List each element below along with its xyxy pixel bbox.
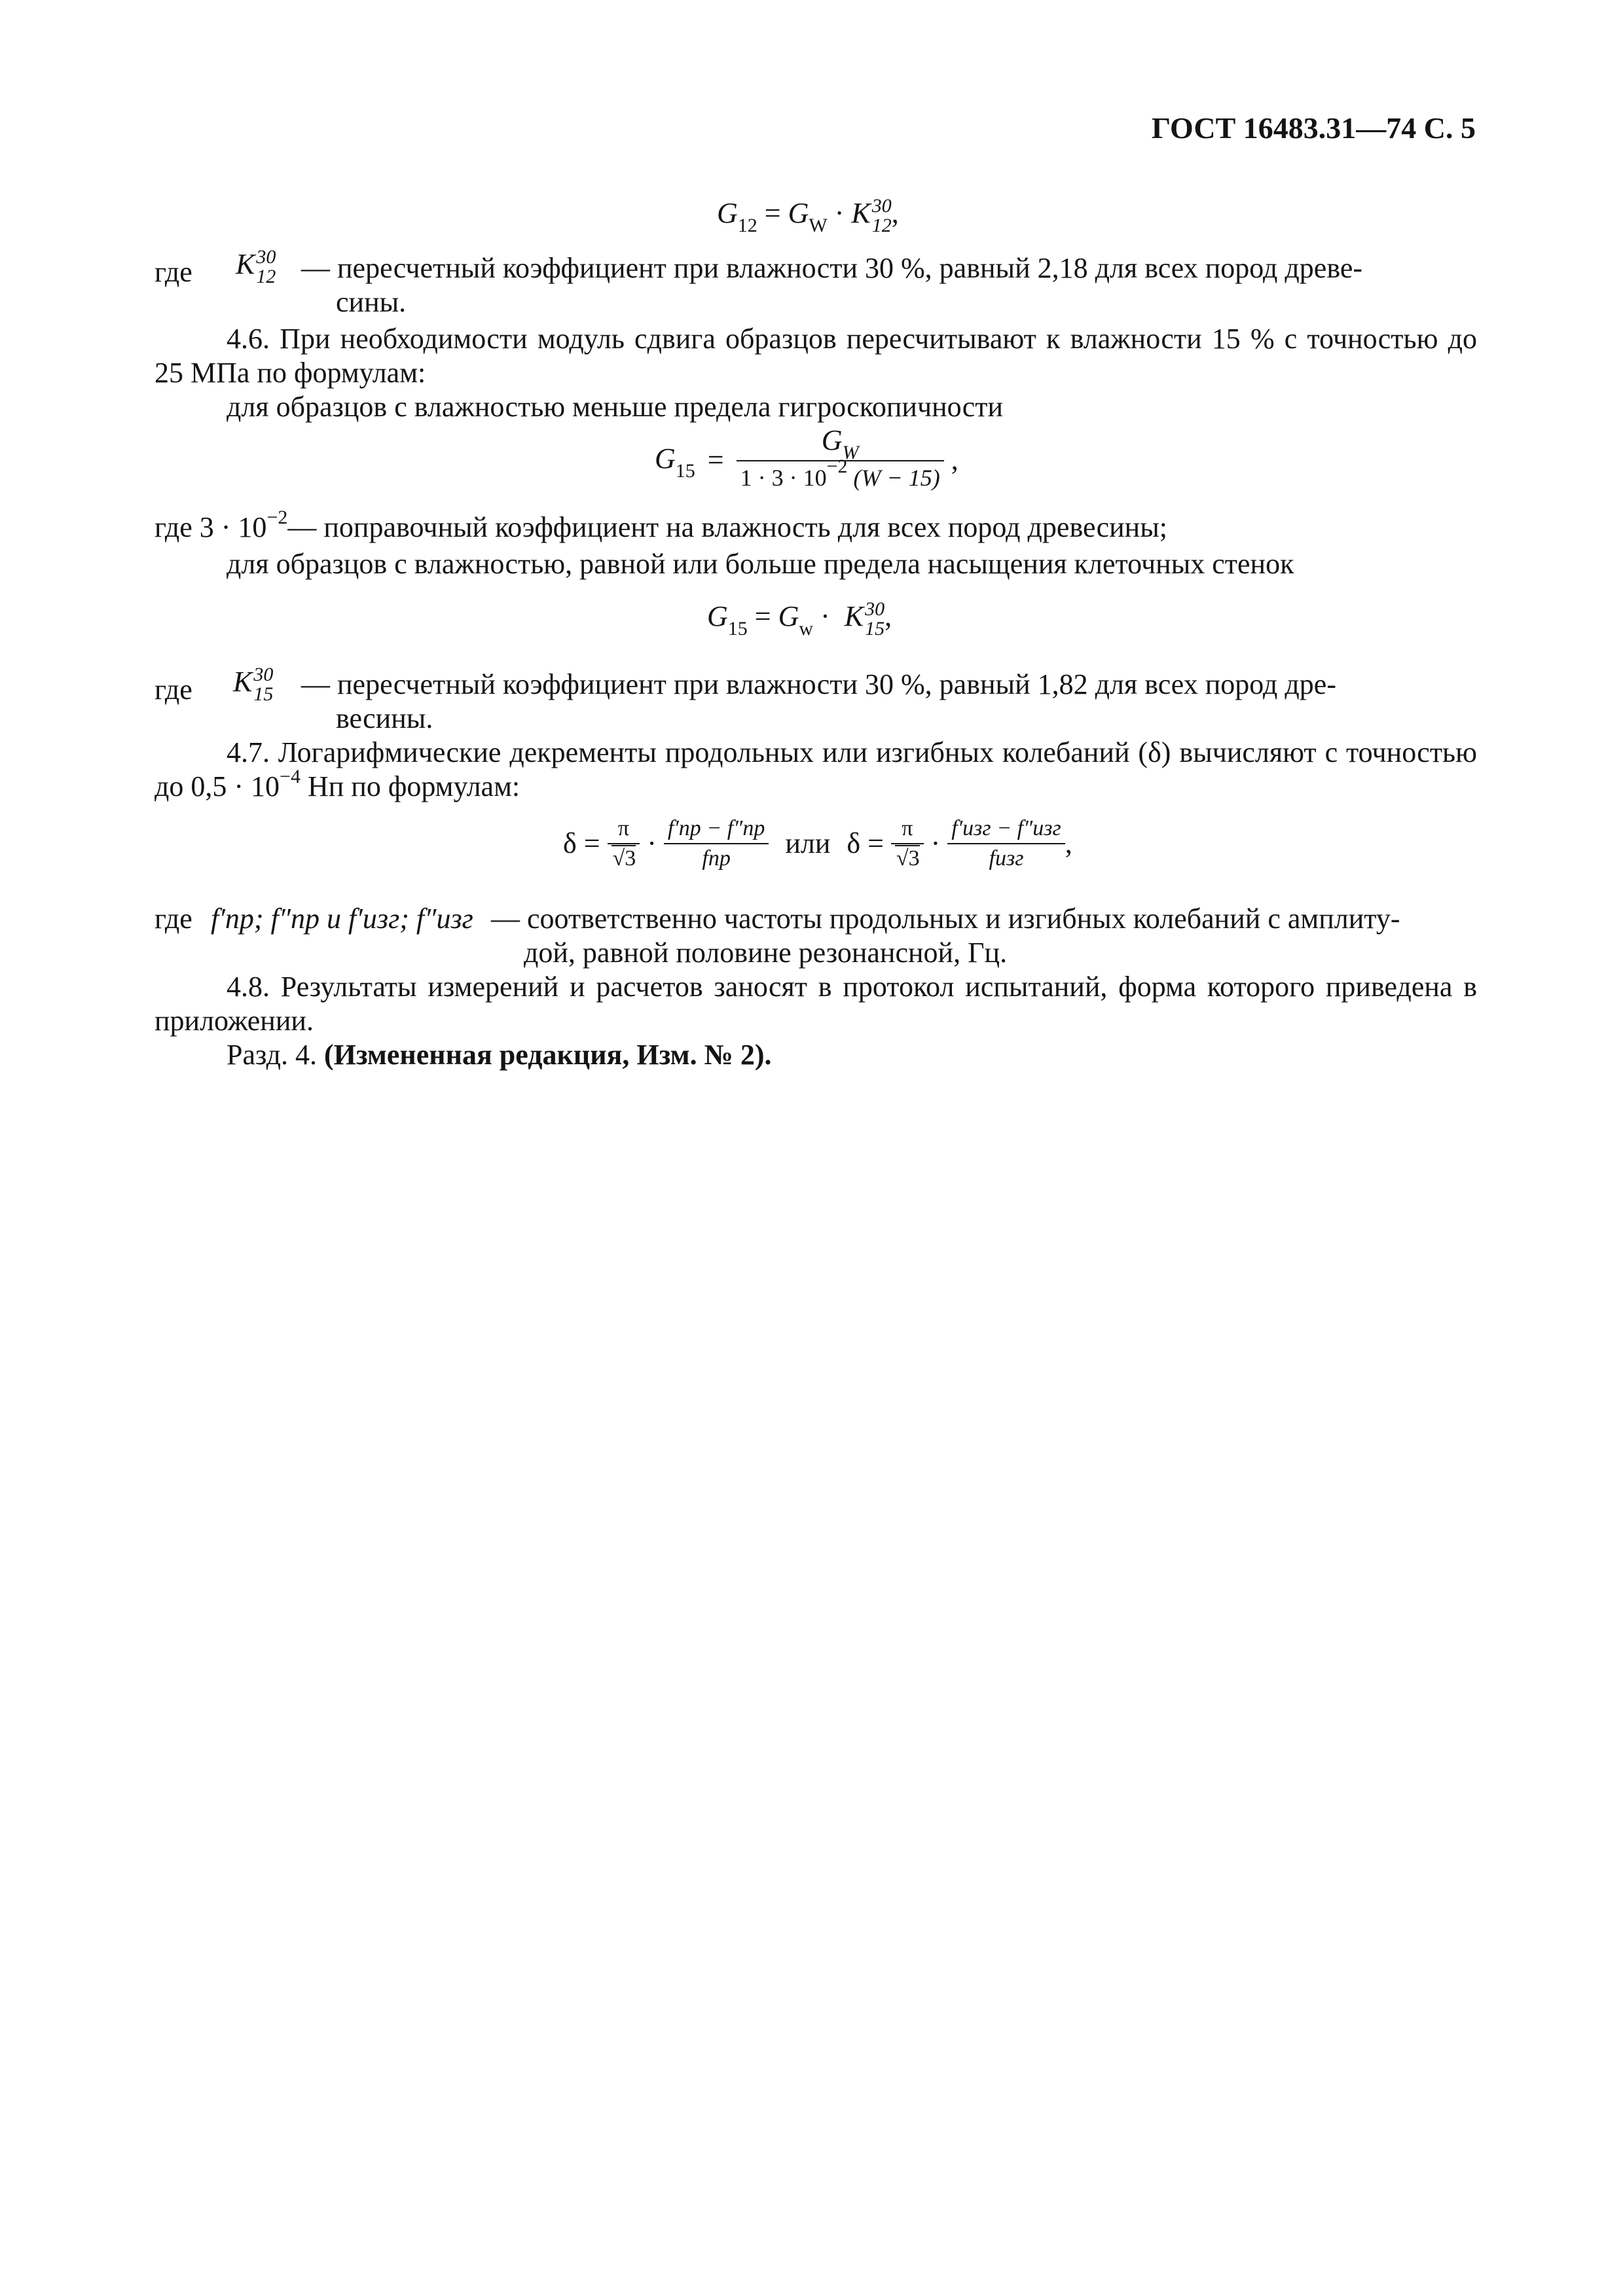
formula-g15-product: $G_{15} = G_w \cdot K$ 30 15 , xyxy=(707,598,892,640)
formula-g12: $G_{12} = G_W \cdot K$ 30 12 , xyxy=(717,195,899,237)
where3-text: — пересчетный коэффициент при влажности 30 %, равный 1,82 для всех пород дре- xyxy=(301,668,1336,700)
paragraph-4-7: 4.7. Логарифмические декременты продольных или изгибных колебаний (δ) вычисляют с точностью до $0,5 \cdot 10^{-4}$ Нп по формулам: xyxy=(155,736,1477,802)
paragraph-4-6-sub2: для образцов с влажностью, равной или больше предела насыщения клеточных стенок xyxy=(227,548,1294,580)
paragraph-4-6-sub1: для образцов с влажностью меньше предела гигроскопичности xyxy=(227,391,1004,423)
where3-label: где xyxy=(155,673,192,706)
page-header: ГОСТ 16483.31—74 С. 5 xyxy=(1151,111,1476,145)
where3-cont: весины. xyxy=(336,702,433,734)
where2-text: где $3 \cdot 10^{-2}—$ поправочный коэффициент на влажность для всех пород древесины; xyxy=(155,507,1167,543)
where1-symbol: K 30 12 xyxy=(236,246,276,287)
paragraph-4-8: 4.8. Результаты измерений и расчетов заносят в протокол испытаний, форма которого приведена в приложении. xyxy=(155,971,1477,1037)
where1-label: где xyxy=(155,256,192,288)
formula-delta: δ = $\frac{\pi}{√3}$ · $\frac{f'пр - f''пр}{\text{fпр}}$ или δ = $\frac{\pi}{√3}$ · $\frac{\text{f′изг − f″изг}}{\text{fизг}}$ , xyxy=(563,816,1072,870)
where4-symbols: f′пр; f″пр и f′изг; f″изг xyxy=(211,903,473,935)
where4-text: — соответственно частоты продольных и изгибных колебаний с амплиту- xyxy=(491,903,1400,935)
formula-g15-fraction: $G_{15}$ = $\frac{G_W}{1 \cdot 3 \cdot 10^{-2} (W - 15)}$ , xyxy=(655,424,958,491)
where1-cont: сины. xyxy=(336,286,407,318)
where4-cont: дой, равной половине резонансной, Гц. xyxy=(524,937,1008,969)
where1-text: — пересчетный коэффициент при влажности 30 %, равный 2,18 для всех пород древе- xyxy=(301,252,1363,284)
paragraph-4-6: 4.6. При необходимости модуль сдвига образцов пересчитывают к влажности 15 % с точностью до 25 МПа по формулам: xyxy=(155,323,1477,389)
where4-label: где xyxy=(155,903,192,935)
where3-symbol: K 30 15 xyxy=(233,664,274,705)
amendment-note: Разд. 4. (Измененная редакция, Изм. № 2). xyxy=(227,1039,772,1071)
